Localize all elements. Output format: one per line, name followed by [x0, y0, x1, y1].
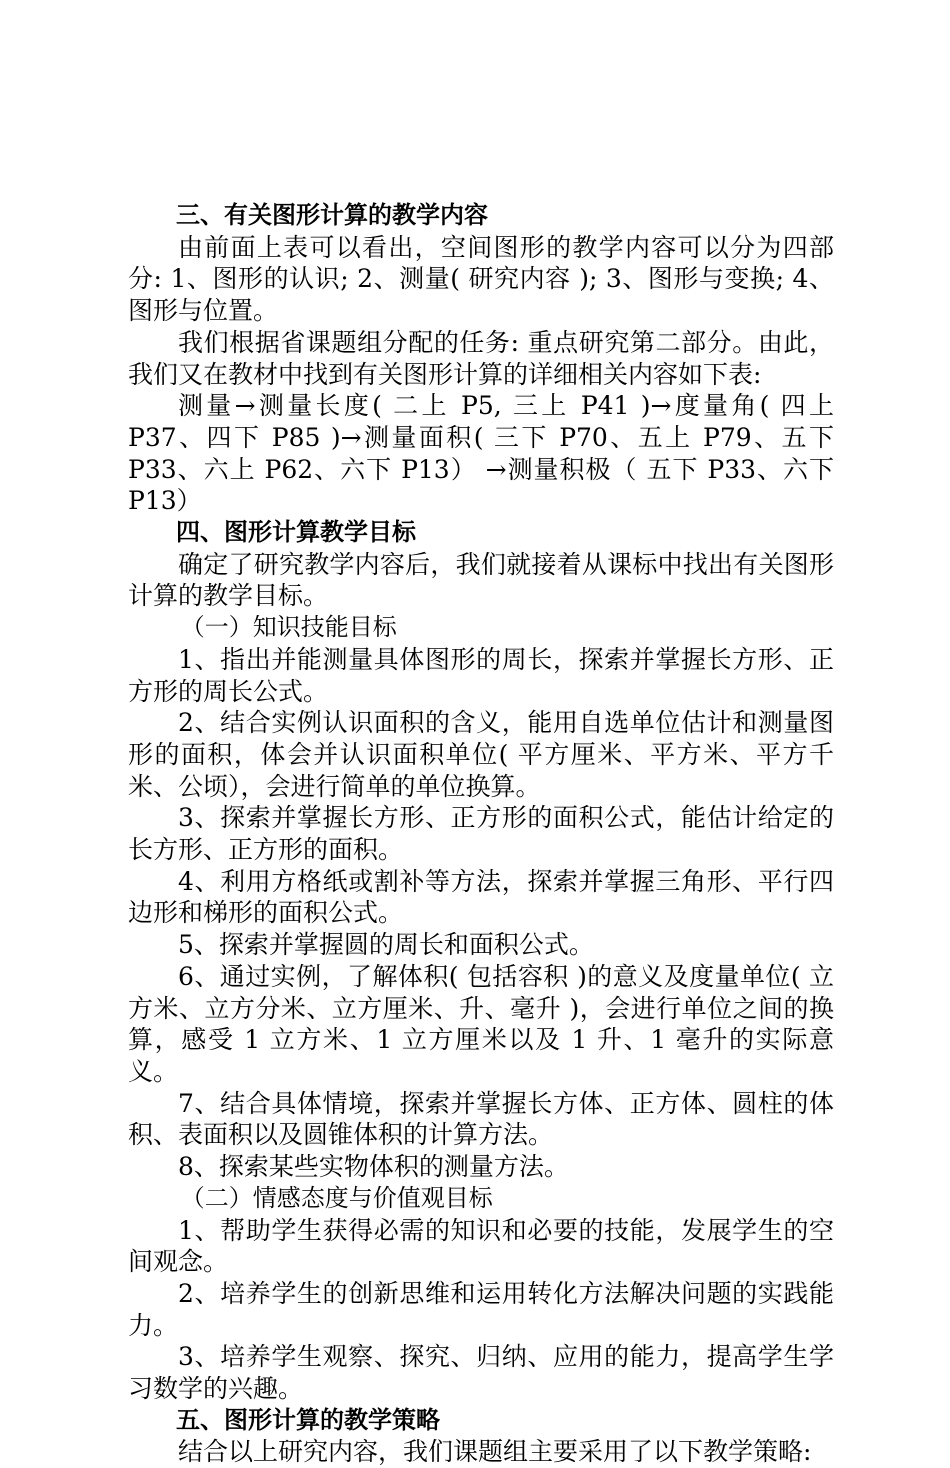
document-page: [128, 200, 834, 1468]
section-5-intro: 结合以上研究内容，我们课题组主要采用了以下教学策略:: [178, 1437, 812, 1467]
knowledge-goal-8: 8、探索某些实物体积的测量方法。: [178, 1152, 569, 1182]
section-3-paragraph-1: 由前面上表可以看出，空间图形的教学内容可以分为四部分: 1、图形的认识; 2、测量( 研究内容 ); 3、图形与变换; 4、图形与位置。: [128, 232, 834, 326]
emotion-goal-2: 2、培养学生的创新思维和运用转化方法解决问题的实践能力。: [128, 1278, 834, 1340]
section-3-paragraph-3: 测量→测量长度( 二上 P5, 三上 P41 )→度量角( 四上 P37、四下 P85 )→测量面积( 三下 P70、五上 P79、五下 P33、六上 P62、六下 P13） →测量积极（ 五下 P33、六下 P13）: [128, 391, 834, 516]
knowledge-goal-4: 4、利用方格纸或割补等方法，探索并掌握三角形、平行四边形和梯形的面积公式。: [128, 866, 834, 928]
section-3-paragraph-2: 我们根据省课题组分配的任务: 重点研究第二部分。由此，我们又在教材中找到有关图形计算的详细相关内容如下表:: [128, 327, 834, 389]
knowledge-goal-5: 5、探索并掌握圆的周长和面积公式。: [178, 930, 594, 960]
knowledge-goal-1: 1、指出并能测量具体图形的周长，探索并掌握长方形、正方形的周长公式。: [128, 644, 834, 706]
section-4-intro: 确定了研究教学内容后，我们就接着从课标中找出有关图形计算的教学目标。: [128, 549, 834, 611]
emotion-goal-3: 3、培养学生观察、探究、归纳、应用的能力，提高学生学习数学的兴趣。: [128, 1342, 834, 1404]
knowledge-goal-7: 7、结合具体情境，探索并掌握长方体、正方体、圆柱的体积、表面积以及圆锥体积的计算方法。: [128, 1088, 834, 1150]
section-4-heading: 四、图形计算教学目标: [176, 518, 416, 547]
knowledge-skill-subheading: （一）知识技能目标: [180, 613, 397, 642]
knowledge-goal-3: 3、探索并掌握长方形、正方形的面积公式，能估计给定的长方形、正方形的面积。: [128, 803, 834, 865]
section-5-heading: 五、图形计算的教学策略: [176, 1405, 440, 1434]
section-3-heading: 三、有关图形计算的教学内容: [176, 201, 488, 229]
emotion-goal-1: 1、帮助学生获得必需的知识和必要的技能，发展学生的空间观念。: [128, 1215, 834, 1277]
emotion-attitude-subheading: （二）情感态度与价值观目标: [180, 1183, 493, 1212]
knowledge-goal-2: 2、结合实例认识面积的含义，能用自选单位估计和测量图形的面积，体会并认识面积单位( 平方厘米、平方米、平方千米、公顷），会进行简单的单位换算。: [128, 708, 834, 801]
knowledge-goal-6: 6、通过实例，了解体积( 包括容积 )的意义及度量单位( 立方米、立方分米、立方厘米、升、毫升 )，会进行单位之间的换算，感受 1 立方米、1 立方厘米以及 1 升、1 毫升的实际意义。: [128, 961, 834, 1086]
